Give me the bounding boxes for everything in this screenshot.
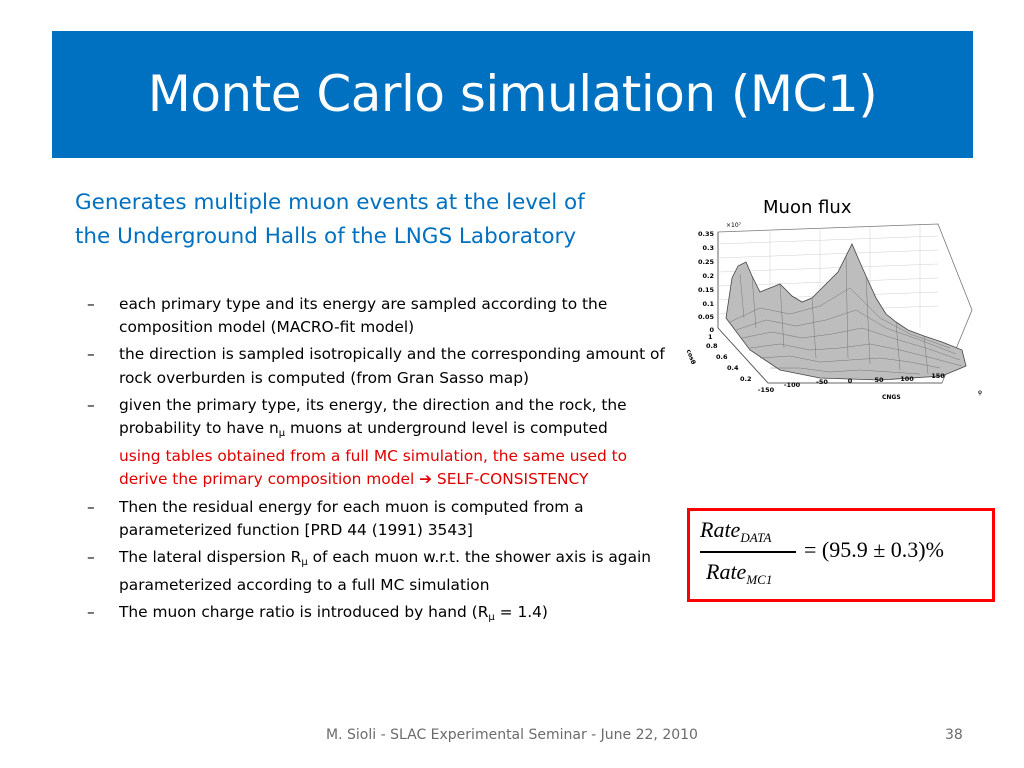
bullet-item bbox=[87, 343, 667, 389]
bullet-text: given the primary type, its energy, the direction and the rock, the probability to have n bbox=[119, 395, 627, 438]
z-tick-label: 0.1 bbox=[702, 300, 714, 308]
z-tick-label: 0.15 bbox=[697, 286, 714, 294]
bullet-text: The muon charge ratio is introduced by hand (R bbox=[119, 603, 489, 622]
bullet-text: muons at underground level is computed bbox=[285, 419, 608, 438]
bullet-item bbox=[87, 394, 667, 492]
footer-text: M. Sioli - SLAC Experimental Seminar - June 22, 2010 bbox=[326, 727, 698, 743]
denominator bbox=[706, 559, 772, 588]
bullet-item bbox=[87, 601, 667, 629]
equation-result: = (95.9 ± 0.3)% bbox=[804, 537, 944, 562]
dash-marker: – bbox=[87, 295, 95, 313]
dash-marker: – bbox=[87, 548, 95, 567]
title-bar bbox=[52, 31, 973, 158]
x-tick-label: 50 bbox=[874, 376, 884, 384]
dash-marker: – bbox=[87, 497, 95, 516]
bullet-text: Then the residual energy for each muon is computed from a parameterized function [PRD 44 (1991) 3543] bbox=[119, 497, 584, 539]
slide-title: Monte Carlo simulation (MC1) bbox=[147, 65, 878, 123]
mu-subscript: μ bbox=[278, 428, 286, 440]
x-tick-label: -150 bbox=[757, 386, 775, 394]
highlight-text: SELF-CONSISTENCY bbox=[432, 470, 589, 489]
muon-flux-3d-plot bbox=[680, 218, 992, 406]
y-tick-label: 0.8 bbox=[706, 342, 718, 350]
fraction-bar bbox=[700, 551, 796, 553]
numerator-text: Rate bbox=[700, 517, 741, 542]
y-tick-label: 0.4 bbox=[727, 364, 739, 372]
y-tick-label: 0.6 bbox=[716, 353, 728, 361]
highlight-text: using tables obtained from a full MC simulation, the same used to derive the primary composition model bbox=[119, 447, 628, 489]
figure-label: Muon flux bbox=[763, 197, 852, 218]
denominator-sub: MC1 bbox=[746, 572, 773, 587]
numerator bbox=[700, 517, 771, 546]
x-tick-label: 0 bbox=[847, 377, 853, 385]
bullet-text: of each muon w.r.t. the shower axis is again parameterized according to a full MC simulation bbox=[119, 548, 652, 595]
intro-text: Generates multiple muon events at the level of the Underground Halls of the LNGS Laboratory bbox=[75, 190, 585, 249]
arrow-icon: ➔ bbox=[419, 470, 433, 489]
z-tick-label: 0.05 bbox=[697, 313, 714, 321]
bullet-text: = 1.4) bbox=[494, 603, 548, 622]
y-tick-label: 0.2 bbox=[740, 375, 752, 383]
bullet-text: each primary type and its energy are sampled according to the composition model (MACRO-fit model) bbox=[119, 295, 608, 337]
z-tick-label: 0.35 bbox=[697, 230, 714, 238]
y-axis-label: cosθ bbox=[684, 348, 697, 366]
x-tick-label: 100 bbox=[900, 375, 914, 383]
z-tick-label: 0 bbox=[709, 326, 714, 334]
page-number: 38 bbox=[945, 727, 963, 743]
z-tick-labels bbox=[698, 230, 715, 334]
bullet-text: The lateral dispersion R bbox=[119, 548, 302, 567]
x-tick-label: -50 bbox=[816, 378, 828, 386]
dash-marker: – bbox=[87, 345, 95, 364]
denominator-text: Rate bbox=[706, 559, 747, 584]
x-tick-label: -100 bbox=[783, 381, 801, 389]
bullet-item bbox=[87, 546, 667, 597]
y-tick-label: 1 bbox=[708, 333, 713, 341]
z-tick-label: 0.2 bbox=[702, 272, 714, 280]
mu-subscript: μ bbox=[301, 557, 308, 569]
mu-subscript: μ bbox=[488, 612, 495, 624]
scale-label: ×10⁷ bbox=[726, 222, 742, 229]
equation-box bbox=[687, 508, 995, 602]
z-tick-label: 0.3 bbox=[702, 244, 714, 252]
bullet-item bbox=[87, 496, 667, 542]
numerator-sub: DATA bbox=[740, 530, 772, 545]
dash-marker: – bbox=[87, 603, 95, 622]
x-axis-label: CNGS bbox=[882, 394, 901, 401]
bullet-list bbox=[87, 293, 667, 634]
bullet-text: the direction is sampled isotropically and the corresponding amount of rock overburden is computed (from Gran Sasso map) bbox=[119, 345, 665, 387]
x-tick-label: 150 bbox=[931, 372, 945, 380]
depth-label: φ bbox=[978, 389, 982, 396]
bullet-item bbox=[87, 293, 667, 339]
z-tick-label: 0.25 bbox=[697, 258, 714, 266]
dash-marker: – bbox=[87, 395, 95, 414]
